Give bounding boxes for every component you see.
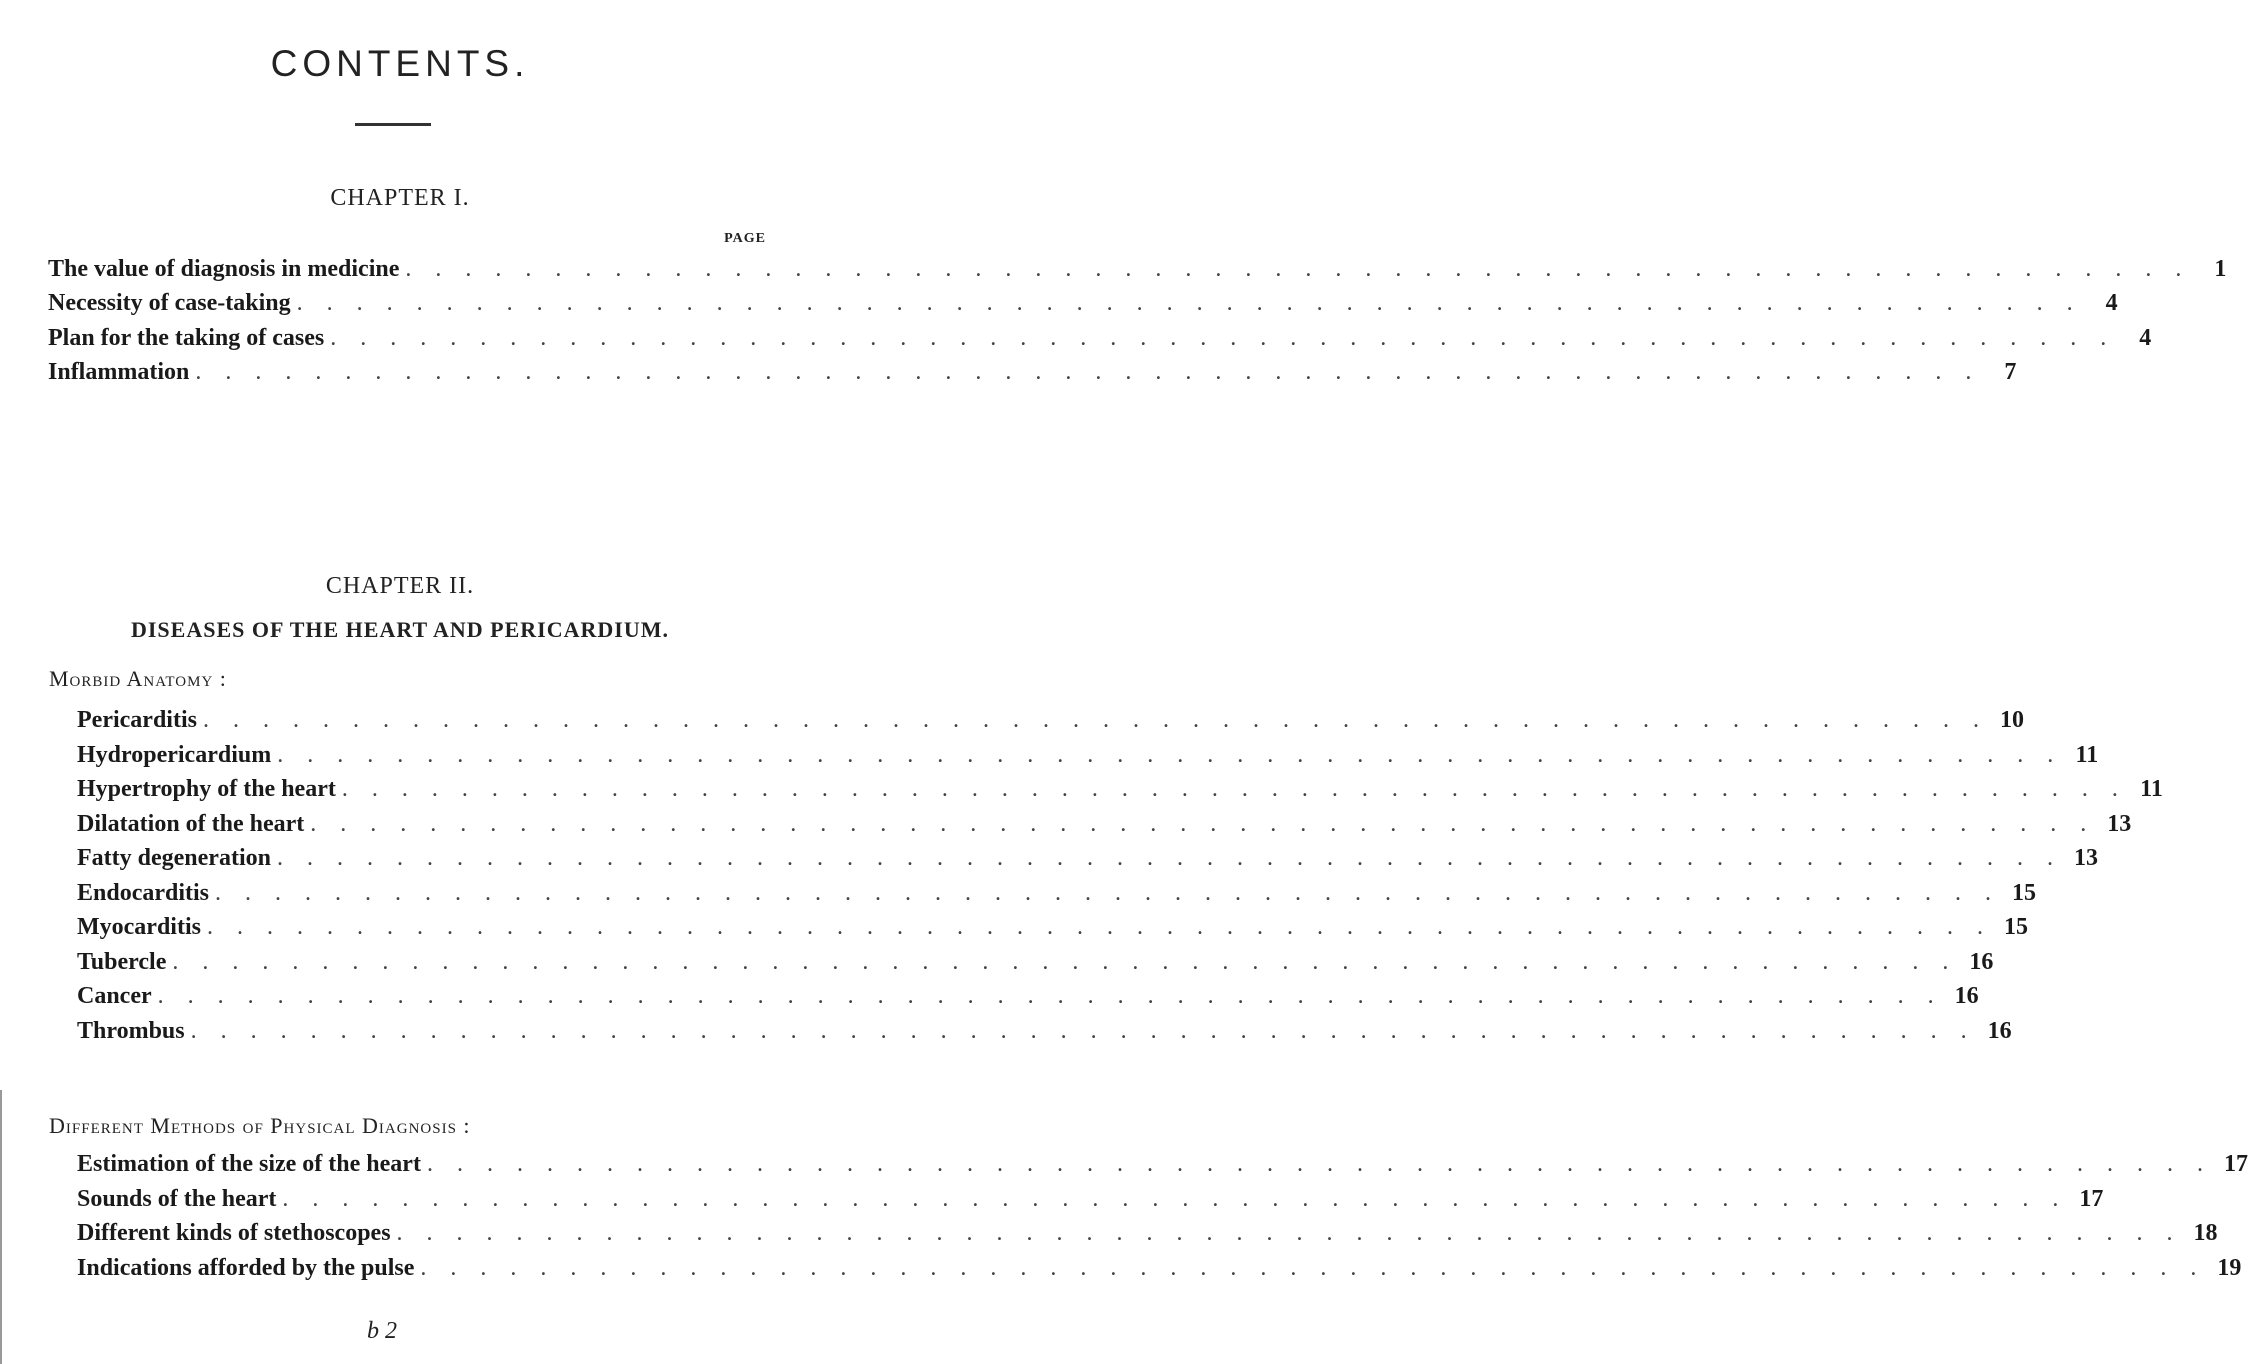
- dot-leader: . . . . . . . . . . . . . . . . . . . . . . . . . . . . . . . . . . . . . . . . . . . . . . . . . . . . . . . . . . . .: [310, 810, 2096, 837]
- toc-entry-page: 16: [1954, 983, 1979, 1009]
- toc-entry-page: 4: [2139, 324, 2152, 351]
- toc-entry: [77, 1254, 2242, 1289]
- toc-entry-label: Indications afforded by the pulse: [77, 1254, 415, 1281]
- morbid-anatomy-heading: [49, 666, 227, 692]
- title-rule: [355, 123, 431, 126]
- toc-entry: [48, 290, 2118, 324]
- toc-entry: [77, 879, 2037, 914]
- toc-entry: [77, 810, 2132, 845]
- toc-entry: [77, 1151, 2248, 1185]
- chapter-2-subtitle: DISEASES OF THE HEART AND PERICARDIUM.: [130, 617, 670, 642]
- toc-entry-page: 11: [2075, 741, 2099, 768]
- toc-entry-label: Different kinds of stethoscopes: [77, 1220, 391, 1246]
- dot-leader: . . . . . . . . . . . . . . . . . . . . . . . . . . . . . . . . . . . . . . . . . . . . . . . . . . . . . . . . . . . .: [330, 324, 2116, 351]
- toc-entry: [77, 741, 2099, 776]
- toc-entry-page: 17: [2223, 1151, 2248, 1177]
- toc-entry: [77, 1017, 2012, 1052]
- toc-entry-label: Necessity of case-taking: [48, 290, 291, 317]
- dot-leader: . . . . . . . . . . . . . . . . . . . . . . . . . . . . . . . . . . . . . . . . . . . . . . . . . . . . . . . . . . . .: [341, 776, 2127, 802]
- toc-entry-page: 13: [2107, 810, 2132, 837]
- toc-entry-page: 16: [1969, 948, 1994, 975]
- toc-entry-page: 19: [2217, 1254, 2242, 1281]
- physical-diagnosis-heading: [49, 1113, 471, 1139]
- toc-entry: [77, 914, 2028, 948]
- toc-entry-label: Thrombus: [77, 1017, 185, 1044]
- chapter-2-heading: CHAPTER II.: [325, 573, 475, 599]
- toc-entry-label: Sounds of the heart: [77, 1185, 277, 1212]
- signature-mark: b 2: [367, 1318, 397, 1344]
- toc-entry-page: 15: [2003, 914, 2028, 940]
- toc-entry: [77, 776, 2163, 810]
- toc-entry-page: 18: [2193, 1220, 2218, 1246]
- toc-entry: [48, 324, 2152, 359]
- section-heading-text: Morbid Anatomy :: [49, 666, 227, 691]
- dot-leader: . . . . . . . . . . . . . . . . . . . . . . . . . . . . . . . . . . . . . . . . . . . . . . . . . . . . . . . . . . . .: [206, 914, 1992, 940]
- binding-edge: [0, 1090, 2, 1364]
- toc-entry-page: 10: [1999, 707, 2024, 733]
- toc-entry-page: 7: [2004, 358, 2017, 385]
- dot-leader: . . . . . . . . . . . . . . . . . . . . . . . . . . . . . . . . . . . . . . . . . . . . . . . . . . . . . . . . . . . .: [172, 948, 1958, 975]
- toc-entry: [77, 707, 2024, 741]
- toc-entry: [77, 1220, 2218, 1254]
- toc-entry-label: Fatty degeneration: [77, 845, 271, 871]
- toc-entry-page: 1: [2214, 256, 2227, 282]
- toc-entry-label: Hypertrophy of the heart: [77, 776, 336, 802]
- toc-entry: [48, 256, 2227, 290]
- toc-entry-page: 16: [1987, 1017, 2012, 1044]
- toc-entry-label: Endocarditis: [77, 879, 210, 906]
- toc-entry-label: Dilatation of the heart: [77, 810, 305, 837]
- toc-entry-label: Estimation of the size of the heart: [77, 1151, 421, 1177]
- dot-leader: . . . . . . . . . . . . . . . . . . . . . . . . . . . . . . . . . . . . . . . . . . . . . . . . . . . . . . . . . . . .: [277, 741, 2063, 768]
- toc-entry-label: The value of diagnosis in medicine: [48, 256, 400, 282]
- toc-entry-label: Pericarditis: [77, 707, 197, 733]
- dot-leader: . . . . . . . . . . . . . . . . . . . . . . . . . . . . . . . . . . . . . . . . . . . . . . . . . . . . . . . . . . . .: [190, 1017, 1976, 1044]
- section-heading-text: Different Methods of Physical Diagnosis :: [49, 1113, 471, 1138]
- dot-leader: . . . . . . . . . . . . . . . . . . . . . . . . . . . . . . . . . . . . . . . . . . . . . . . . . . . . . . . . . . . .: [195, 358, 1981, 385]
- toc-entry-page: 15: [2012, 879, 2037, 906]
- dot-leader: . . . . . . . . . . . . . . . . . . . . . . . . . . . . . . . . . . . . . . . . . . . . . . . . . . . . . . . . . . . .: [215, 879, 2001, 906]
- dot-leader: . . . . . . . . . . . . . . . . . . . . . . . . . . . . . . . . . . . . . . . . . . . . . . . . . . . . . . . . . . . .: [426, 1151, 2212, 1177]
- dot-leader: . . . . . . . . . . . . . . . . . . . . . . . . . . . . . . . . . . . . . . . . . . . . . . . . . . . . . . . . . . . .: [405, 256, 2191, 282]
- toc-entry-label: Inflammation: [48, 358, 190, 385]
- toc-entry: [48, 358, 2017, 393]
- dot-leader: . . . . . . . . . . . . . . . . . . . . . . . . . . . . . . . . . . . . . . . . . . . . . . . . . . . . . . . . . . . .: [420, 1254, 2206, 1281]
- dot-leader: . . . . . . . . . . . . . . . . . . . . . . . . . . . . . . . . . . . . . . . . . . . . . . . . . . . . . . . . . . . .: [202, 707, 1988, 733]
- chapter-1-heading: CHAPTER I.: [330, 185, 470, 211]
- toc-entry-page: 4: [2105, 290, 2118, 317]
- page-column-label: PAGE: [724, 231, 766, 246]
- toc-entry-label: Myocarditis: [77, 914, 201, 940]
- toc-entry-label: Tubercle: [77, 948, 167, 975]
- toc-entry: [77, 948, 1994, 983]
- dot-leader: . . . . . . . . . . . . . . . . . . . . . . . . . . . . . . . . . . . . . . . . . . . . . . . . . . . . . . . . . . . .: [157, 983, 1943, 1009]
- page-title: CONTENTS.: [270, 43, 530, 84]
- toc-entry-label: Plan for the taking of cases: [48, 324, 325, 351]
- dot-leader: . . . . . . . . . . . . . . . . . . . . . . . . . . . . . . . . . . . . . . . . . . . . . . . . . . . . . . . . . . . .: [296, 290, 2082, 317]
- toc-entry: [77, 983, 1979, 1017]
- toc-entry-page: 17: [2079, 1185, 2104, 1212]
- toc-entry: [77, 1185, 2104, 1220]
- toc-entry-page: 13: [2073, 845, 2098, 871]
- dot-leader: . . . . . . . . . . . . . . . . . . . . . . . . . . . . . . . . . . . . . . . . . . . . . . . . . . . . . . . . . . . .: [282, 1185, 2068, 1212]
- toc-entry-label: Cancer: [77, 983, 152, 1009]
- dot-leader: . . . . . . . . . . . . . . . . . . . . . . . . . . . . . . . . . . . . . . . . . . . . . . . . . . . . . . . . . . . .: [276, 845, 2062, 871]
- toc-entry: [77, 845, 2098, 879]
- dot-leader: . . . . . . . . . . . . . . . . . . . . . . . . . . . . . . . . . . . . . . . . . . . . . . . . . . . . . . . . . . . .: [396, 1220, 2182, 1246]
- toc-entry-page: 11: [2140, 776, 2163, 802]
- toc-entry-label: Hydropericardium: [77, 741, 272, 768]
